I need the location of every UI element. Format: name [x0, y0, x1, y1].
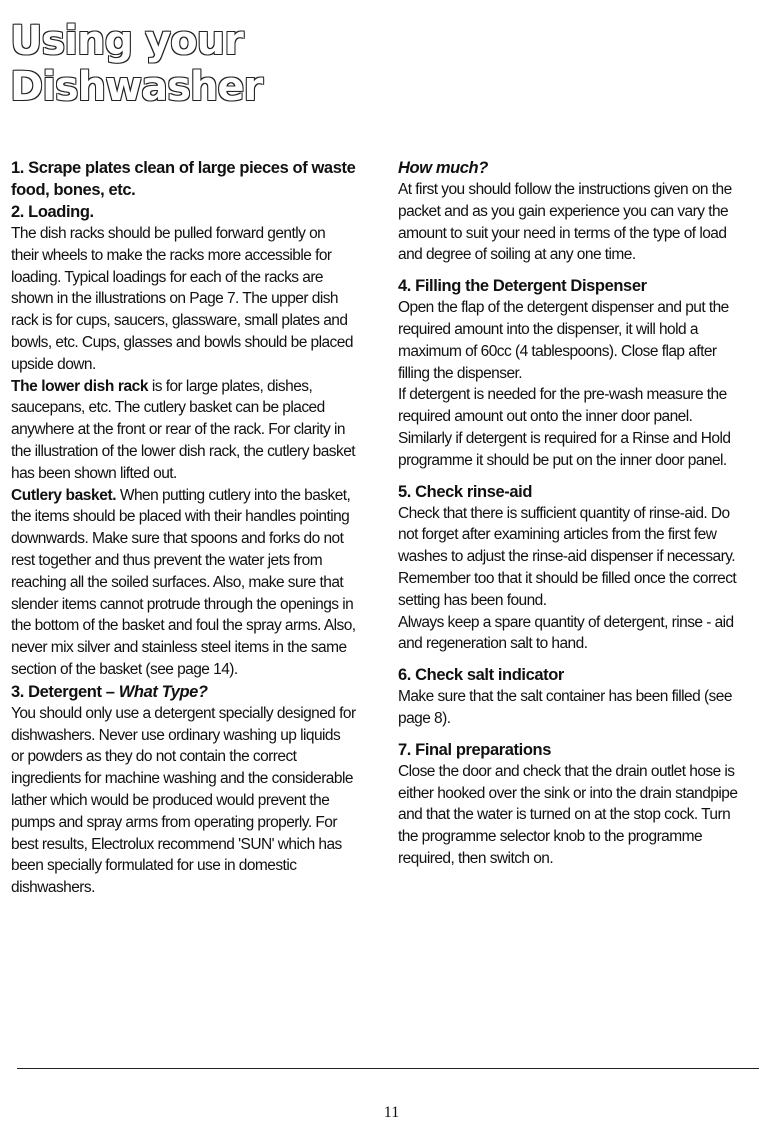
section-5-heading: 5. Check rinse-aid [398, 482, 533, 501]
section-1-heading: 1. Scrape plates clean of large pieces of waste food, bones, etc. [11, 159, 356, 199]
lower-rack-paragraph [11, 376, 356, 485]
cutlery-lead: Cutlery basket. [11, 486, 117, 504]
loading-paragraph: The dish racks should be pulled forward gently on their wheels to make the racks more accessible for loading. Typical loadings for each of the racks are shown in the illustrations on Page 7. The upper dish rack is for cups, saucers, glassware, small plates and bowls, etc. Cups, glasses and bowls should be placed upside down. [11, 225, 353, 373]
section-3-heading-main: 3. Detergent – [11, 682, 119, 701]
lower-rack-text: is for large plates, dishes, saucepans, etc. The cutlery basket can be placed anywhere at the front or rear of the rack. For clarity in the illustration of the lower dish rack, the cutlery basket has been shown lifted out. [11, 377, 356, 482]
section-3-heading-italic: What Type? [118, 682, 208, 701]
section-4-heading: 4. Filling the Detergent Dispenser [398, 277, 647, 296]
detergent-type-paragraph: You should only use a detergent specially designed for dishwashers. Never use ordinary washing up liquids or powders as they do not contain the correct ingredients for machine washing and the considerable lather which would be produced would prevent the pumps and spray arms from operating properly. For best results, Electrolux recommend 'SUN' which has been specially formulated for use in domestic dishwashers. [11, 704, 356, 897]
lower-rack-lead: The lower dish rack [11, 377, 149, 395]
salt-paragraph: Make sure that the salt container has been filled (see page 8). [398, 688, 732, 727]
dispenser-paragraph-2: If detergent is needed for the pre-wash measure the required amount out onto the inner door panel. Similarly if detergent is required for a Rinse and Hold programme it should be put on the inner door panel. [398, 386, 731, 469]
section-6-heading: 6. Check salt indicator [398, 666, 564, 685]
rinse-aid-paragraph-2: Remember too that it should be filled once the correct setting has been found. [398, 569, 737, 609]
right-column [398, 157, 743, 870]
page-number: 11 [383, 1104, 400, 1121]
final-preparations-paragraph: Close the door and check that the drain outlet hose is either hooked over the sink or into the drain standpipe and that the water is turned on at the stop cock. Turn the programme selector knob to the programme required, then switch on. [398, 762, 738, 867]
how-much-heading: How much? [398, 159, 488, 177]
footer-divider [17, 1068, 759, 1069]
section-2-heading: 2. Loading. [11, 203, 94, 221]
page-title [10, 18, 262, 110]
cutlery-text: When putting cutlery into the basket, the items should be placed with their handles pointing downwards. Make sure that spoons and forks do not rest together and thus prevent the water jets from reaching all the soiled surfaces. Also, make sure that slender items cannot protrude through the openings in the bottom of the basket and foul the spray arms. Also, never mix silver and stainless steel items in the same section of the basket (see page 14). [11, 486, 356, 678]
dispenser-paragraph-1: Open the flap of the detergent dispenser and put the required amount into the dispenser, it will hold a maximum of 60cc (4 tablespoons). Close flap after filling the dispenser. [398, 299, 729, 382]
title-line-1: Using your [10, 18, 243, 64]
cutlery-paragraph [11, 485, 356, 681]
section-3-heading [11, 681, 356, 703]
left-column [11, 157, 356, 899]
rinse-aid-paragraph-1: Check that there is sufficient quantity of rinse-aid. Do not forget after examining articles from the first few washes to adjust the rinse-aid dispenser if necessary. [398, 504, 736, 566]
title-line-2: Dishwasher [10, 64, 263, 110]
how-much-paragraph: At first you should follow the instructions given on the packet and as you gain experience you can vary the amount to suit your need in terms of the type of load and degree of soiling at any one time. [398, 181, 732, 264]
section-7-heading: 7. Final preparations [398, 740, 551, 759]
rinse-aid-paragraph-3: Always keep a spare quantity of detergent, rinse - aid and regeneration salt to hand. [398, 613, 734, 653]
